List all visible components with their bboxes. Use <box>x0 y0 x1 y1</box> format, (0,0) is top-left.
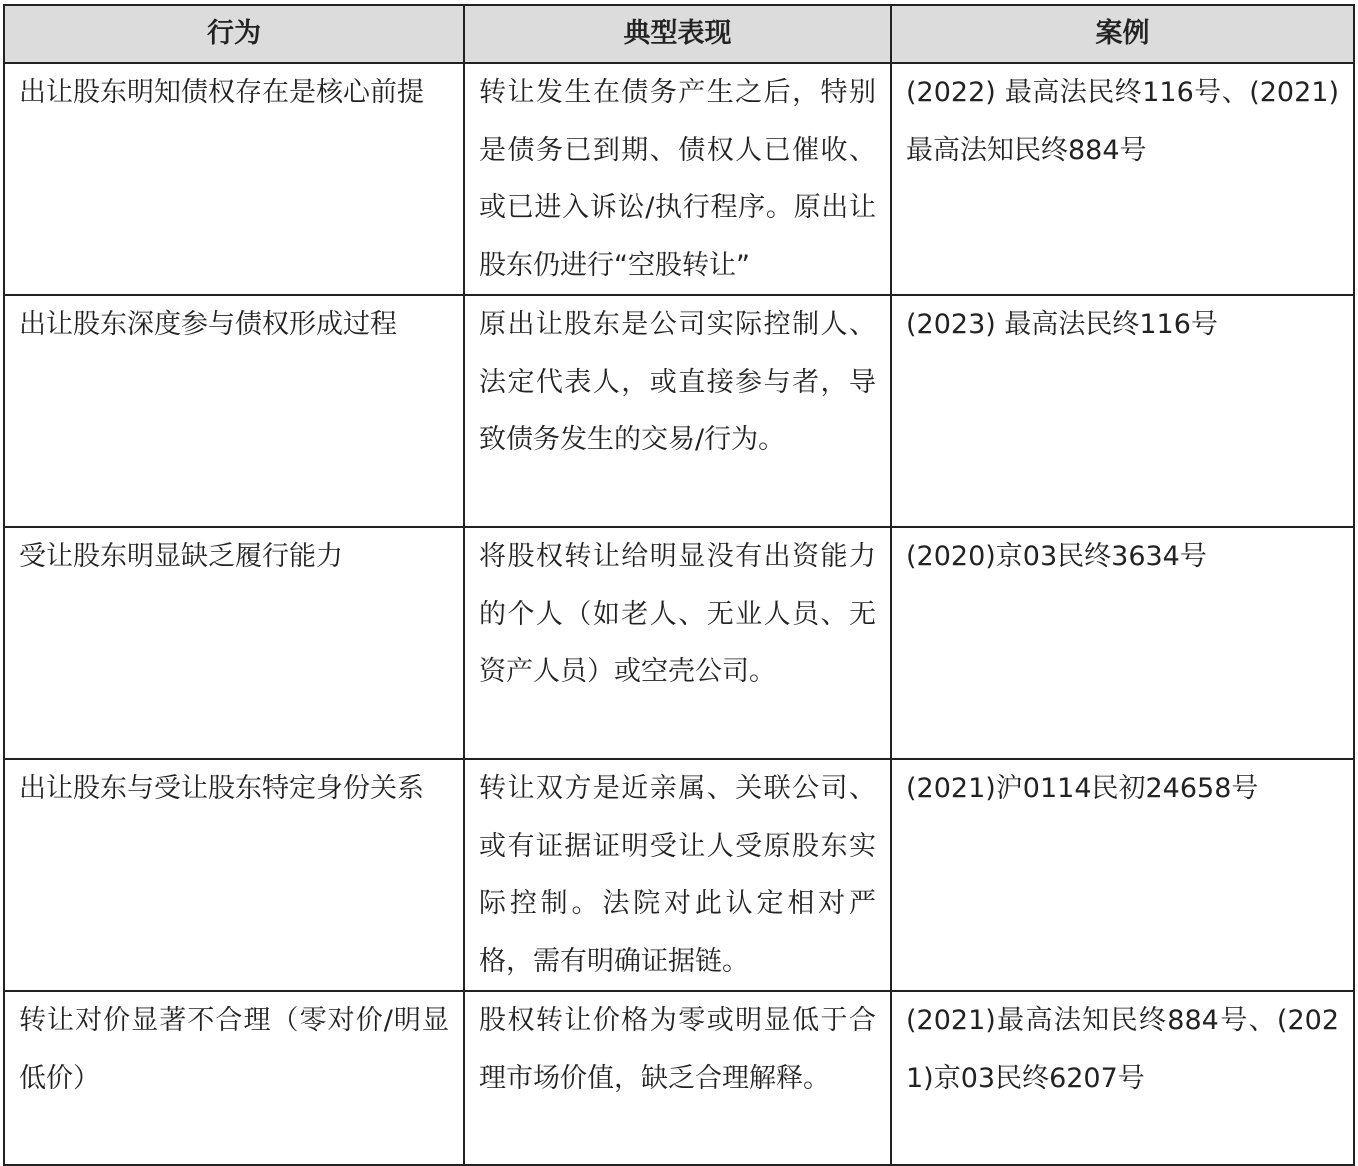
case-table <box>3 4 1355 1166</box>
header-cases: 案例 <box>891 5 1354 63</box>
cases-cell: (2021)沪0114民初24658号 <box>891 759 1354 991</box>
behavior-cell: 转让对价显著不合理（零对价/明显低价） <box>4 991 464 1165</box>
cases-cell: (2022) 最高法民终116号、(2021)最高法知民终884号 <box>891 63 1354 295</box>
cases-cell: (2021)最高法知民终884号、(2021)京03民终6207号 <box>891 991 1354 1165</box>
cases-cell: (2020)京03民终3634号 <box>891 527 1354 759</box>
manifestation-cell: 将股权转让给明显没有出资能力的个人（如老人、无业人员、无资产人员）或空壳公司。 <box>464 527 891 759</box>
behavior-cell: 出让股东明知债权存在是核心前提 <box>4 63 464 295</box>
header-behavior: 行为 <box>4 5 464 63</box>
header-manifestation: 典型表现 <box>464 5 891 63</box>
table-row <box>4 759 1354 991</box>
table-row <box>4 527 1354 759</box>
header-row <box>4 5 1354 63</box>
manifestation-cell: 原出让股东是公司实际控制人、法定代表人，或直接参与者，导致债务发生的交易/行为。 <box>464 295 891 527</box>
table-row <box>4 991 1354 1165</box>
behavior-cell: 出让股东深度参与债权形成过程 <box>4 295 464 527</box>
behavior-cell: 出让股东与受让股东特定身份关系 <box>4 759 464 991</box>
behavior-cell: 受让股东明显缺乏履行能力 <box>4 527 464 759</box>
table-row <box>4 295 1354 527</box>
manifestation-cell: 转让发生在债务产生之后，特别是债务已到期、债权人已催收、或已进入诉讼/执行程序。原出让股东仍进行“空股转让” <box>464 63 891 295</box>
manifestation-cell: 转让双方是近亲属、关联公司、或有证据证明受让人受原股东实际控制。法院对此认定相对严格，需有明确证据链。 <box>464 759 891 991</box>
table-row <box>4 63 1354 295</box>
cases-cell: (2023) 最高法民终116号 <box>891 295 1354 527</box>
manifestation-cell: 股权转让价格为零或明显低于合理市场价值，缺乏合理解释。 <box>464 991 891 1165</box>
